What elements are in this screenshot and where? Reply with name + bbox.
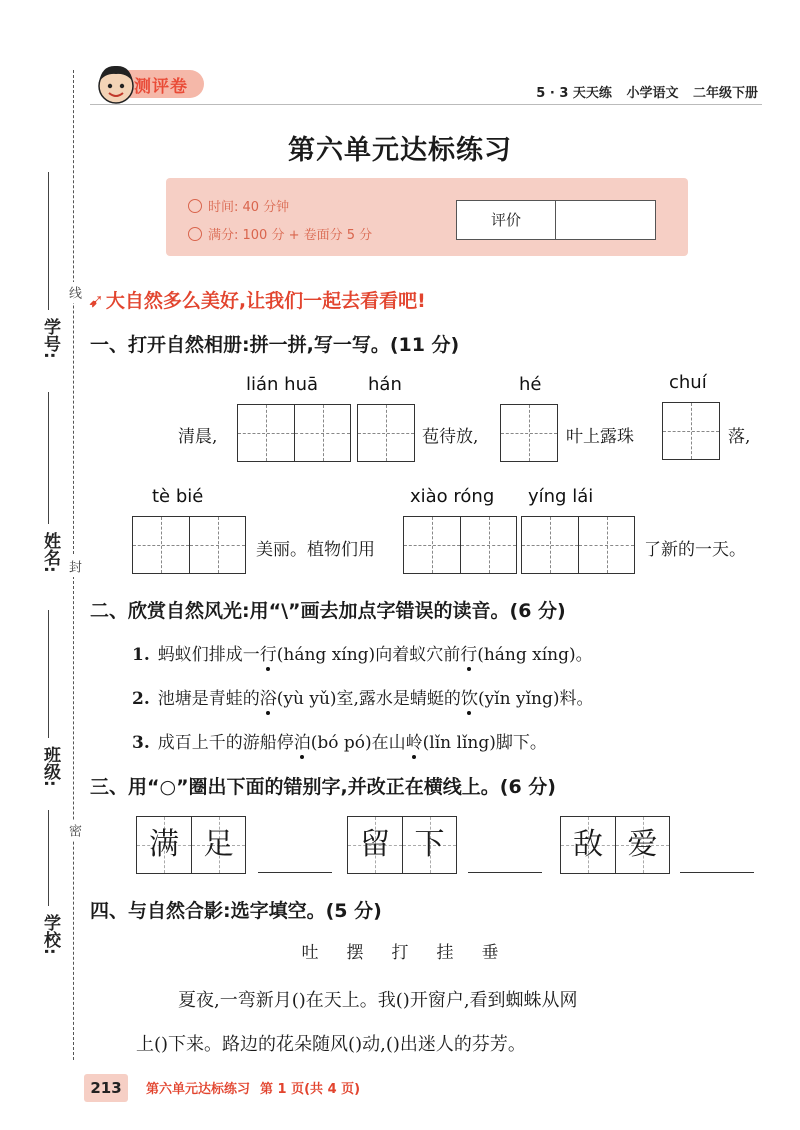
q3-char-text: 留 [360,827,390,862]
q1-grid-lianhua[interactable] [237,404,351,462]
q1-title: 一、打开自然相册:拼一拼,写一写。(11 分) [90,334,460,356]
evaluation-field[interactable] [556,201,655,239]
q3-word-3[interactable] [560,816,670,874]
name-blank[interactable] [48,392,49,524]
grid-cell[interactable] [238,405,294,461]
q1-pinyin-lianhua: lián huā [246,374,319,395]
q1-grid-han[interactable] [357,404,415,462]
q1-grid-he[interactable] [500,404,558,462]
word-bank-item: 摆 [346,943,364,963]
q3-answer-line-3[interactable] [680,872,754,873]
grade-name: 二年级下册 [692,86,758,101]
clock-icon [188,199,202,213]
q3-char[interactable] [137,817,191,873]
q4-paragraph-line-2 [136,1030,526,1056]
q4-word-bank [0,938,800,963]
page-title: 第六单元达标练习 [288,135,512,166]
q3-word-1[interactable] [136,816,246,874]
footer-page: 第 1 页(共 4 页) [260,1082,361,1097]
grid-cell[interactable] [133,517,189,573]
q1-pinyin-han: hán [368,374,402,395]
q3-char-text: 足 [203,827,234,862]
grid-cell[interactable] [663,403,719,459]
grid-cell[interactable] [189,517,245,573]
q1-pinyin-yinglai: yíng lái [528,486,594,507]
q1-pinyin-tebie: tè bié [152,486,204,507]
boy-mascot-icon [94,62,138,106]
q1-grid-xiaorong[interactable] [403,516,517,574]
q1-text-dew: 叶上露珠 [566,427,634,447]
q3-char-text: 爱 [627,827,658,862]
q2-dotted-char: 行 [259,645,277,665]
school-blank[interactable] [48,810,49,906]
q1-text-newday: 了新的一天。 [644,540,746,560]
word-bank-item: 垂 [481,943,499,963]
word-bank-item: 打 [391,943,409,963]
q2-item-number: 1. [132,645,150,665]
q3-answer-line-1[interactable] [258,872,332,873]
q3-char-text: 敌 [573,827,603,862]
q2-item-number: 3. [132,733,150,753]
full-score [188,224,372,243]
q1-pinyin-he: hé [519,374,542,395]
q3-char[interactable] [348,817,402,873]
grid-cell[interactable] [578,517,634,573]
student-id-label: 学号: [40,318,60,359]
grid-cell[interactable] [522,517,578,573]
cut-mark-seal: 封 [64,556,83,577]
q3-char[interactable] [191,817,245,873]
footer-unit: 第六单元达标练习 [146,1082,251,1097]
subject-name: 小学语文 [626,86,679,101]
q2-title: 二、欣赏自然风光:用“\”画去加点字错误的读音。(6 分) [90,600,566,622]
q4-paragraph-line-1 [178,986,578,1012]
q4-text[interactable]: )在天上。我( [298,990,403,1011]
evaluation-table [456,200,656,240]
name-label: 姓名: [40,532,60,573]
q3-char-text: 下 [414,827,445,862]
cut-mark-secret: 密 [64,820,83,841]
q3-word-2[interactable] [347,816,457,874]
word-bank-item: 吐 [301,943,319,963]
q1-grid-yinglai[interactable] [521,516,635,574]
q2-text: 池塘是青蛙的 [157,689,260,709]
q2-text: 成百上千的游船停 [157,733,294,753]
q4-text: 上( [136,1034,162,1055]
q1-pinyin-xiaorong: xiào róng [410,486,495,507]
grid-cell[interactable] [294,405,350,461]
q2-dotted-char: 浴 [259,689,277,709]
grid-cell[interactable] [501,405,557,461]
q1-grid-chui[interactable] [662,402,720,460]
school-label: 学校: [40,914,60,955]
arrow-icon: ➹ [88,290,104,312]
word-bank-item: 挂 [436,943,454,963]
q1-text-bud: 苞待放, [422,427,479,447]
q4-text: 夏夜,一弯新月( [178,990,299,1011]
q4-text[interactable]: )动,( [355,1034,393,1055]
q3-answer-line-2[interactable] [468,872,542,873]
q1-text-fall: 落, [728,427,751,447]
q1-text-beautiful: 美丽。植物们用 [256,540,375,560]
q2-text: 蚂蚁们排成一 [157,645,260,665]
time-limit [188,196,289,215]
q2-dotted-char: 泊 [293,733,311,753]
q2-text[interactable]: (bó pó)在山 [310,733,406,753]
test-badge-label: 测评卷 [134,77,188,97]
q2-text[interactable]: (háng xíng)向着蚁穴前 [276,645,461,665]
evaluation-label: 评价 [457,201,556,239]
q3-char-text: 满 [149,827,179,862]
q3-title: 三、用“○”圈出下面的错别字,并改正在横线上。(6 分) [90,776,556,798]
q3-char[interactable] [561,817,615,873]
theme-banner [88,286,426,313]
q2-text[interactable]: (lǐn lǐng)脚下。 [422,733,547,753]
q4-title: 四、与自然合影:选字填空。(5 分) [90,900,382,922]
check-icon [188,227,202,241]
q2-dotted-char: 行 [460,645,478,665]
q3-char[interactable] [615,817,669,873]
q4-text[interactable]: )出迷人的芬芳。 [392,1034,526,1055]
q4-text[interactable]: )下来。路边的花朵随风( [161,1034,356,1055]
q2-item-1 [132,640,593,665]
q1-text-morning: 清晨, [178,427,218,447]
page-number: 213 [84,1074,128,1102]
q3-char[interactable] [402,817,456,873]
header-series-info [526,82,758,101]
class-label: 班级: [40,746,60,787]
class-blank[interactable] [48,610,49,738]
cut-mark-line: 线 [64,282,83,303]
grid-cell[interactable] [404,517,460,573]
series-name: 5 · 3 天天练 [536,86,612,101]
grid-cell[interactable] [460,517,516,573]
q1-grid-tebie[interactable] [132,516,246,574]
q2-item-2 [132,684,593,709]
q4-text[interactable]: )开窗户,看到蜘蛛从网 [402,990,578,1011]
q2-text[interactable]: (háng xíng)。 [477,645,593,665]
full-score-text: 满分: 100 分 + 卷面分 5 分 [208,228,373,243]
student-id-blank[interactable] [48,172,49,310]
q2-text[interactable]: (yù yǔ)室,露水是蜻蜓的 [276,689,461,709]
grid-cell[interactable] [358,405,414,461]
q2-item-number: 2. [132,689,150,709]
q1-pinyin-chui: chuí [669,372,707,393]
q2-item-3 [132,728,547,753]
theme-banner-text: 大自然多么美好,让我们一起去看看吧! [105,290,426,312]
time-limit-text: 时间: 40 分钟 [208,200,290,215]
q2-text[interactable]: (yǐn yǐng)料。 [477,689,594,709]
test-badge [94,62,206,104]
header-divider [90,104,762,105]
footer-info [146,1078,370,1097]
q2-dotted-char: 饮 [460,689,478,709]
q2-dotted-char: 岭 [405,733,423,753]
